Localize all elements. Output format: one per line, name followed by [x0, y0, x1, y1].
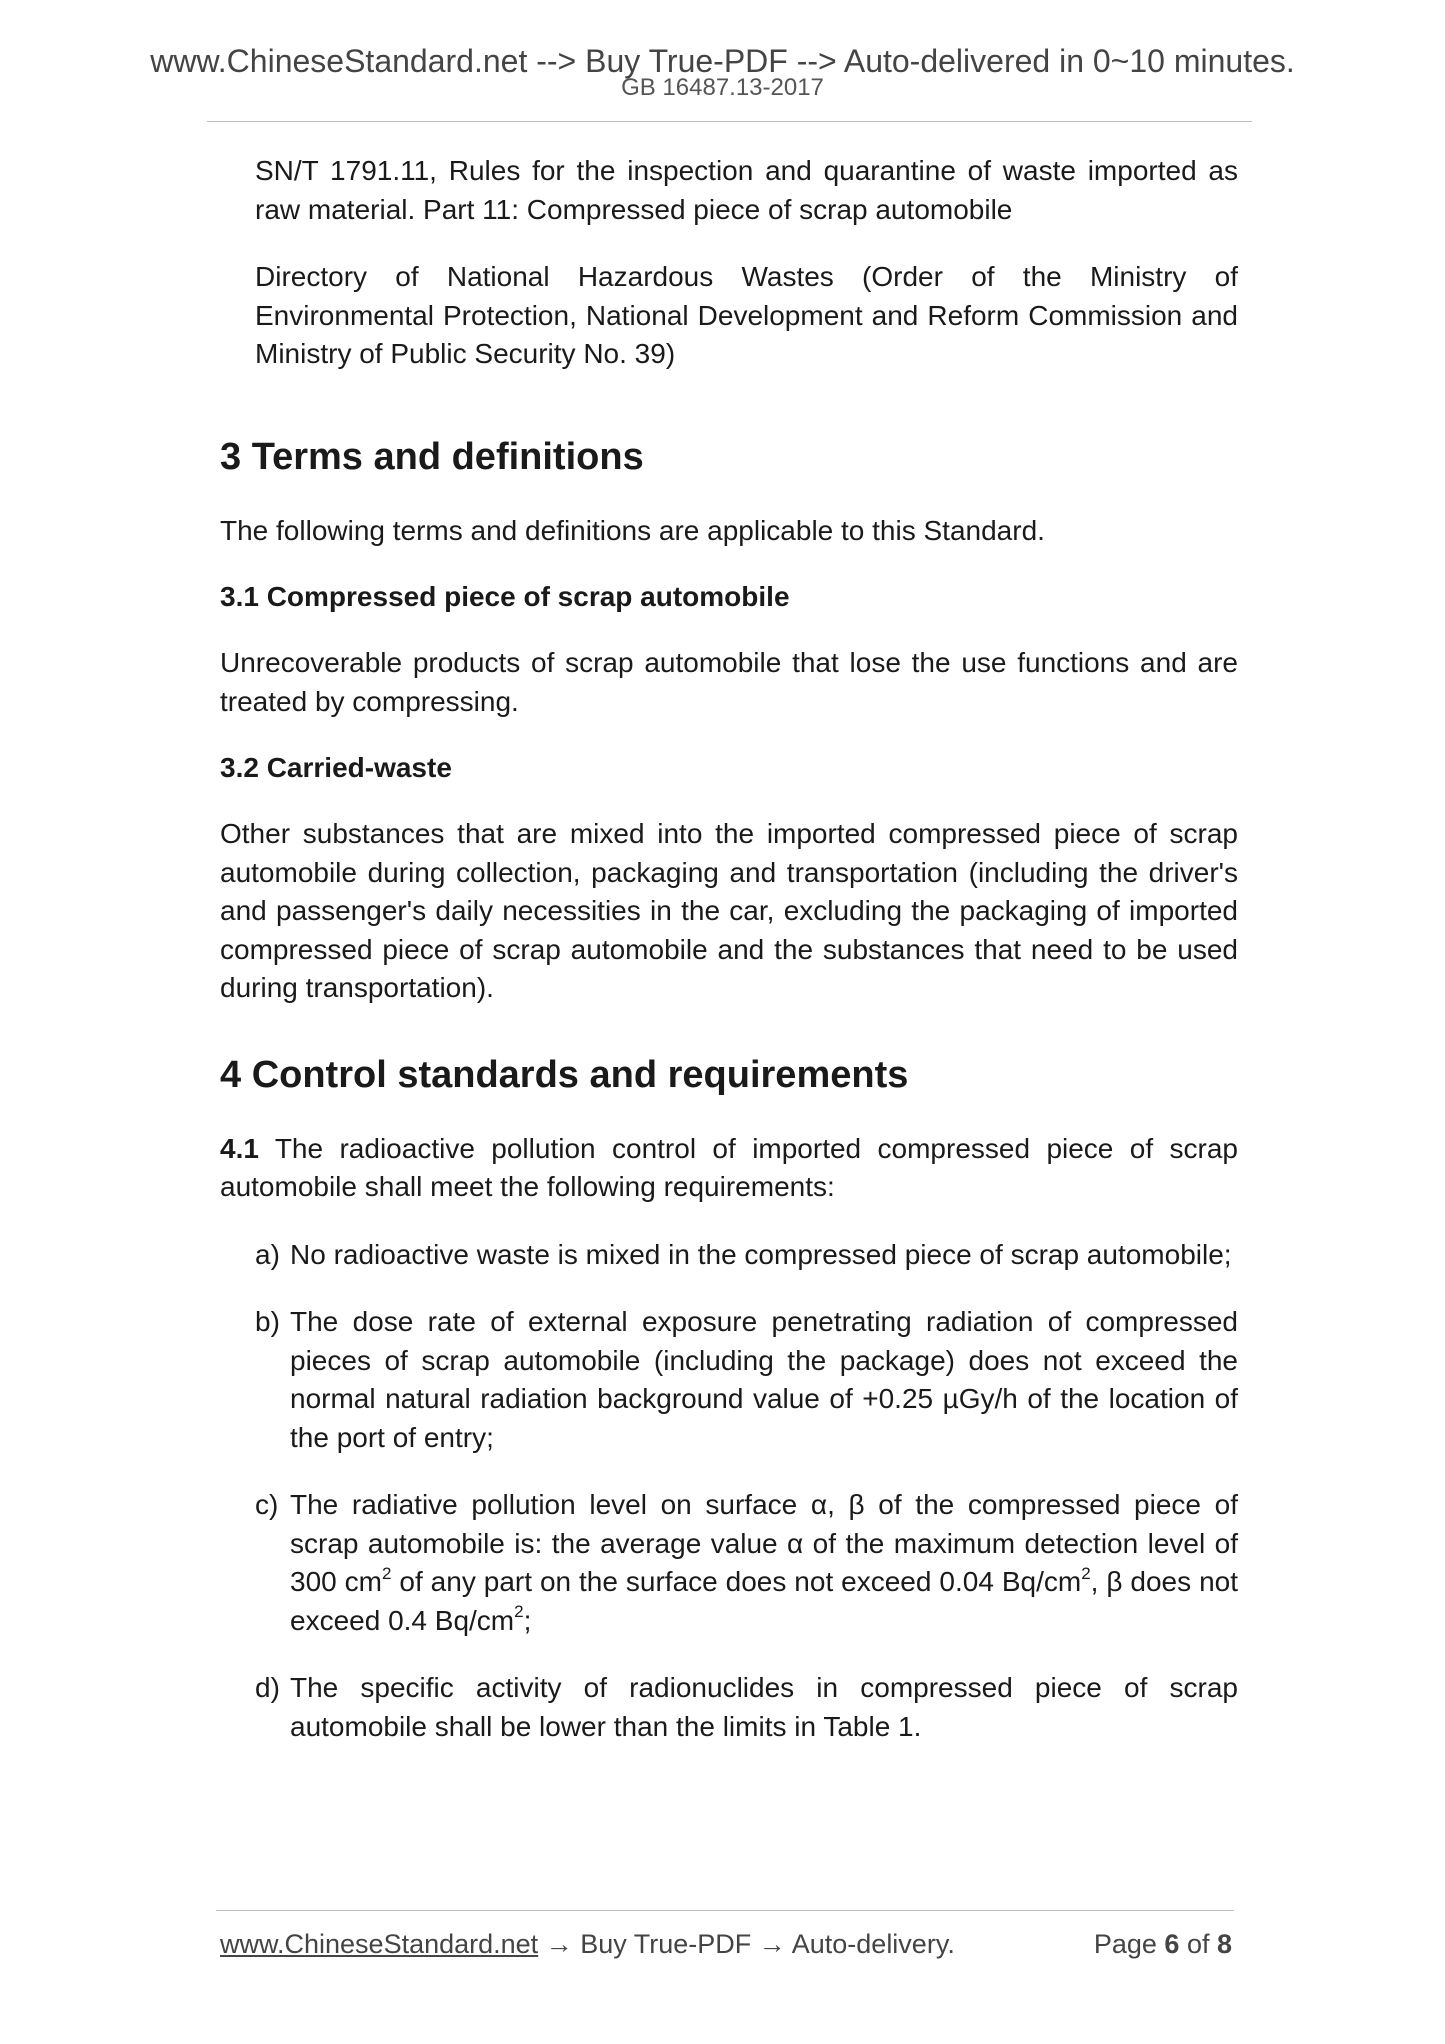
reference-sn-t-1791-11: SN/T 1791.11, Rules for the inspection and quarantine of waste imported as raw material. Part 11: Compressed piece of scrap automobile — [255, 155, 1238, 225]
list-item-text: The specific activity of radionuclides in compressed piece of scrap automobile shall be lower than the limits in Table 1. — [290, 1672, 1238, 1742]
clause-4-1 — [220, 1130, 1238, 1207]
footer-site-link[interactable]: www.ChineseStandard.net — [220, 1929, 539, 1959]
section-3-heading: 3 Terms and definitions — [220, 435, 644, 478]
list-item-d — [255, 1669, 1238, 1746]
term-3-1-definition: Unrecoverable products of scrap automobile that lose the use functions and are treated by compressing. — [220, 647, 1238, 717]
section-4-heading: 4 Control standards and requirements — [220, 1053, 909, 1096]
page-footer — [220, 1927, 1232, 1961]
page-indicator: Page 6 of 8 — [1093, 1929, 1232, 1959]
page-content — [220, 152, 1238, 1746]
list-item-text: The radiative pollution level on surface α, β of the compressed piece of scrap automobile is: the average value α of the maximum detection level of 300 $cm^2$ of any part on the surface does not exceed 0.04 $Bq/cm^2$, β does not exceed 0.4 $Bq/cm^2$; — [290, 1489, 1238, 1636]
header-divider — [207, 121, 1252, 122]
clause-4-1-number: 4.1 — [220, 1132, 259, 1164]
footer-tagline: → Buy True-PDF → Auto-delivery. — [538, 1929, 955, 1959]
current-page: 6 — [1164, 1929, 1180, 1959]
list-item-c — [255, 1486, 1238, 1640]
list-marker: c) — [255, 1489, 279, 1520]
clause-4-1-text: The radioactive pollution control of imported compressed piece of scrap automobile shall meet the following requirements: — [220, 1132, 1238, 1202]
list-marker: a) — [255, 1238, 280, 1270]
footer-divider — [216, 1910, 1234, 1911]
reference-hazardous-wastes-directory: Directory of National Hazardous Wastes (Order of the Ministry of Environmental Protection, National Development and Reform Commission and Ministry of Public Security No. 39) — [255, 261, 1238, 369]
list-item-text: The dose rate of external exposure penetrating radiation of compressed pieces of scrap automobile (including the package) does not exceed the normal natural radiation background value of +0.25 µGy/h of the location of the port of entry; — [290, 1306, 1238, 1453]
list-item-a — [255, 1236, 1238, 1275]
total-pages: 8 — [1216, 1929, 1232, 1959]
term-3-2-definition: Other substances that are mixed into the imported compressed piece of scrap automobile during collection, packaging and transportation (including the driver's and passenger's daily necessities in the car, excluding the packaging of imported compressed piece of scrap automobile and the substances that need to be used during transportation). — [220, 818, 1238, 1003]
list-item-text: No radioactive waste is mixed in the compressed piece of scrap automobile; — [290, 1238, 1232, 1270]
section-3-intro: The following terms and definitions are applicable to this Standard. — [220, 514, 1045, 546]
list-marker: b) — [255, 1306, 280, 1337]
list-item-b — [255, 1303, 1238, 1457]
site-banner: www.ChineseStandard.net --> Buy True-PDF --> Auto-delivered in 0~10 minutes. — [150, 43, 1295, 79]
list-marker: d) — [255, 1672, 280, 1703]
term-3-1-heading: 3.1 Compressed piece of scrap automobile — [220, 581, 790, 612]
term-3-2-heading: 3.2 Carried-waste — [220, 752, 452, 783]
document-number: GB 16487.13-2017 — [621, 74, 824, 101]
